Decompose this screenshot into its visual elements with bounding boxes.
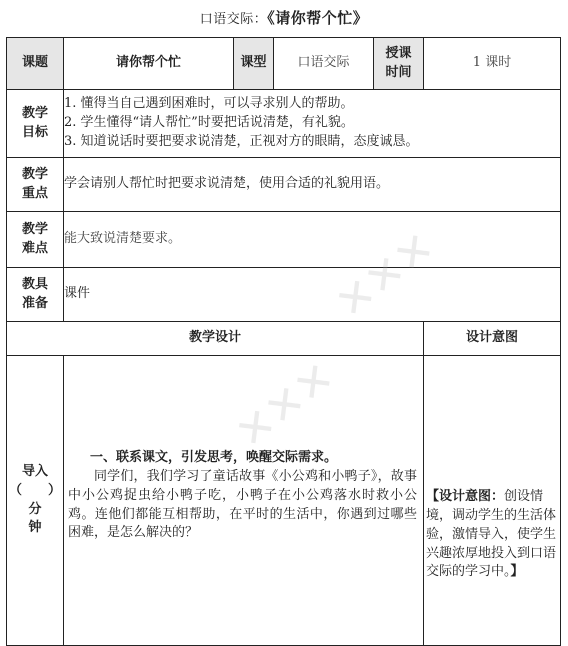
materials-text: 课件 xyxy=(64,268,561,322)
key-points-row xyxy=(7,158,561,212)
topic-value: 请你帮个忙 xyxy=(64,38,234,90)
key-points-label-line1: 教学 xyxy=(21,166,48,182)
key-points-label-line2: 重点 xyxy=(21,185,48,201)
difficulties-label-line2: 难点 xyxy=(21,240,48,256)
page-title-prefix: 口语交际： xyxy=(199,12,268,27)
hours-label-line2: 时间 xyxy=(385,64,412,80)
page-title xyxy=(0,7,568,28)
goal-item-3: 3. 知道说话时要把要求说清楚，正视对方的眼睛，态度诚恳。 xyxy=(64,133,419,149)
goal-item-1: 1. 懂得当自己遇到困难时，可以寻求别人的帮助。 xyxy=(64,96,354,112)
key-points-text: 学会请别人帮忙时把要求说清楚，使用合适的礼貌用语。 xyxy=(64,158,561,212)
intro-design-content xyxy=(64,356,424,646)
design-header-row xyxy=(7,322,561,356)
difficulties-label xyxy=(7,212,64,268)
difficulties-text: 能大致说清楚要求。 xyxy=(64,212,561,268)
intent-header: 设计意图 xyxy=(424,322,561,356)
intro-intent-tag: 【设计意图： xyxy=(426,489,505,504)
page-title-strong: 《请你帮个忙》 xyxy=(267,9,369,27)
intro-row xyxy=(7,356,561,646)
materials-label-line1: 教具 xyxy=(21,276,48,292)
type-label: 课型 xyxy=(234,38,274,90)
intro-label-line3: 钟 xyxy=(28,520,42,536)
intro-intent-text: 创设情境，调动学生的生活体验，激情导入，使学生兴趣浓厚地投入到口语交际的学习中。 xyxy=(426,489,557,580)
materials-label xyxy=(7,268,64,322)
key-points-label xyxy=(7,158,64,212)
hours-label xyxy=(374,38,424,90)
goals-label xyxy=(7,90,64,158)
materials-label-line2: 准备 xyxy=(21,295,48,311)
materials-row xyxy=(7,268,561,322)
type-value: 口语交际 xyxy=(274,38,374,90)
lesson-plan-table xyxy=(6,37,561,646)
topic-row xyxy=(7,38,561,90)
intro-intent-end: 】 xyxy=(510,564,524,580)
hours-value: 1 课时 xyxy=(424,38,561,90)
intro-label xyxy=(7,356,64,646)
goals-label-line1: 教学 xyxy=(21,105,48,121)
topic-label: 课题 xyxy=(7,38,64,90)
intro-section-title: 一、联系课文，引发思考，唤醒交际需求。 xyxy=(90,450,338,465)
goals-row xyxy=(7,90,561,158)
watermark-icon: ✕✕✕ xyxy=(226,351,345,460)
difficulties-row xyxy=(7,212,561,268)
design-header: 教学设计 xyxy=(7,322,424,356)
intro-label-line2: （ ）分 xyxy=(8,482,61,517)
goals-label-line2: 目标 xyxy=(21,124,48,140)
goals-list xyxy=(64,90,561,158)
goal-item-2: 2. 学生懂得“请人帮忙”时要把话说清楚，有礼貌。 xyxy=(64,115,354,131)
hours-label-line1: 授课 xyxy=(385,45,412,61)
watermark-icon: ✕✕✕ xyxy=(326,221,445,330)
intro-label-line1: 导入 xyxy=(21,463,48,479)
intro-paragraph: 同学们，我们学习了童话故事《小公鸡和小鸭子》，故事中小公鸡捉虫给小鸭子吃，小鸭子在小公鸡落水时救小公鸡。连他们都能互相帮助，在平时的生活中，你遇到过哪些困难，是怎么解决的？ xyxy=(68,468,417,541)
difficulties-label-line1: 教学 xyxy=(21,221,48,237)
intro-intent-wrap xyxy=(426,488,556,582)
intro-intent-content xyxy=(424,356,561,646)
